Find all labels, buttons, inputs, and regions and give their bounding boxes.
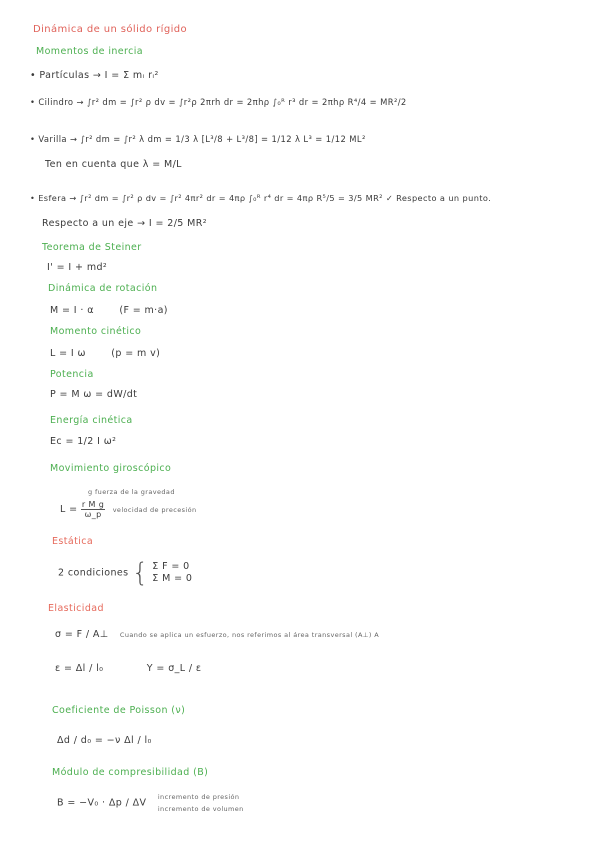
formula-esfera: • Esfera → ∫r² dm = ∫r² ρ dv = ∫r² 4πr² dr = 4πρ ∫₀ᴿ r⁴ dr = 4πρ R⁵/5 = 3/5 MR² ✓ Respecto a un punto. <box>30 193 492 203</box>
giroscopio-den: ω_p <box>84 510 102 519</box>
compresibilidad-formula: B = −V₀ · Δp / ΔV <box>57 797 147 809</box>
estatica-brace: { <box>131 558 149 588</box>
compresibilidad-notes <box>158 791 244 815</box>
formula-momento-cinetico <box>50 348 160 359</box>
estatica-conditions <box>152 561 192 585</box>
momento-cinetico-formula: L = I ω <box>50 348 86 359</box>
formula-giroscopio <box>60 500 197 519</box>
giroscopio-annotation-top: g fuerza de la gravedad <box>88 488 175 496</box>
page-title: Dinámica de un sólido rígido <box>33 24 188 35</box>
compresibilidad-note2: incremento de volumen <box>157 805 244 813</box>
formula-sigma <box>55 629 379 640</box>
rotacion-note: (F = m·a) <box>119 305 168 316</box>
heading-poisson: Coeficiente de Poisson (ν) <box>52 705 186 716</box>
heading-steiner: Teorema de Steiner <box>42 242 142 253</box>
formula-varilla: • Varilla → ∫r² dm = ∫r² λ dm = 1/3 λ [L³/8 + L³/8] = 1/12 λ L³ = 1/12 ML² <box>30 134 366 144</box>
formula-poisson: Δd / d₀ = −ν Δl / l₀ <box>57 735 152 746</box>
sigma-note: Cuando se aplica un esfuerzo, nos referimos al área transversal (A⊥) A <box>119 631 380 639</box>
heading-giroscopio: Movimiento giroscópico <box>50 463 172 474</box>
formula-cilindro: • Cilindro → ∫r² dm = ∫r² ρ dv = ∫r²ρ 2πrh dr = 2πhρ ∫₀ᴿ r³ dr = 2πhρ R⁴/4 = MR²/2 <box>30 97 407 107</box>
giroscopio-fraction <box>81 500 105 519</box>
momento-cinetico-note: (p = m v) <box>111 348 161 359</box>
sigma-formula: σ = F / A⊥ <box>55 629 109 640</box>
heading-compresibilidad: Módulo de compresibilidad (B) <box>52 767 209 778</box>
formula-potencia: P = M ω = dW/dt <box>50 389 138 400</box>
heading-rotacion: Dinámica de rotación <box>48 283 158 294</box>
young-formula: Y = σ_L / ε <box>146 663 202 674</box>
heading-energia: Energía cinética <box>50 415 133 426</box>
heading-momentos: Momentos de inercia <box>36 46 144 57</box>
estatica-cond2: Σ M = 0 <box>152 573 193 584</box>
giroscopio-annotation-bottom: velocidad de precesión <box>112 506 197 514</box>
heading-estatica: Estática <box>52 536 94 547</box>
formula-rotacion <box>50 305 168 316</box>
estatica-block <box>58 558 192 588</box>
compresibilidad-note1: incremento de presión <box>157 793 240 801</box>
giroscopio-num: r M g <box>81 500 105 509</box>
formula-particulas: • Partículas → I = Σ mᵢ rᵢ² <box>30 70 159 81</box>
formula-compresibilidad <box>57 791 244 815</box>
formula-epsilon-young <box>55 663 201 674</box>
estatica-cond1: Σ F = 0 <box>152 561 190 572</box>
formula-energia: Ec = 1/2 I ω² <box>50 436 117 447</box>
varilla-note: Ten en cuenta que λ = M/L <box>45 159 182 170</box>
estatica-label: 2 condiciones <box>58 567 129 579</box>
rotacion-formula: M = I · α <box>50 305 94 316</box>
heading-momento-cinetico: Momento cinético <box>50 326 142 337</box>
epsilon-formula: ε = Δl / l₀ <box>55 663 104 674</box>
formula-steiner: I' = I + md² <box>47 262 108 273</box>
giroscopio-lhs: L = <box>60 504 78 515</box>
heading-potencia: Potencia <box>50 369 94 380</box>
heading-elasticidad: Elasticidad <box>48 603 104 614</box>
esfera-eje: Respecto a un eje → I = 2/5 MR² <box>42 218 207 229</box>
